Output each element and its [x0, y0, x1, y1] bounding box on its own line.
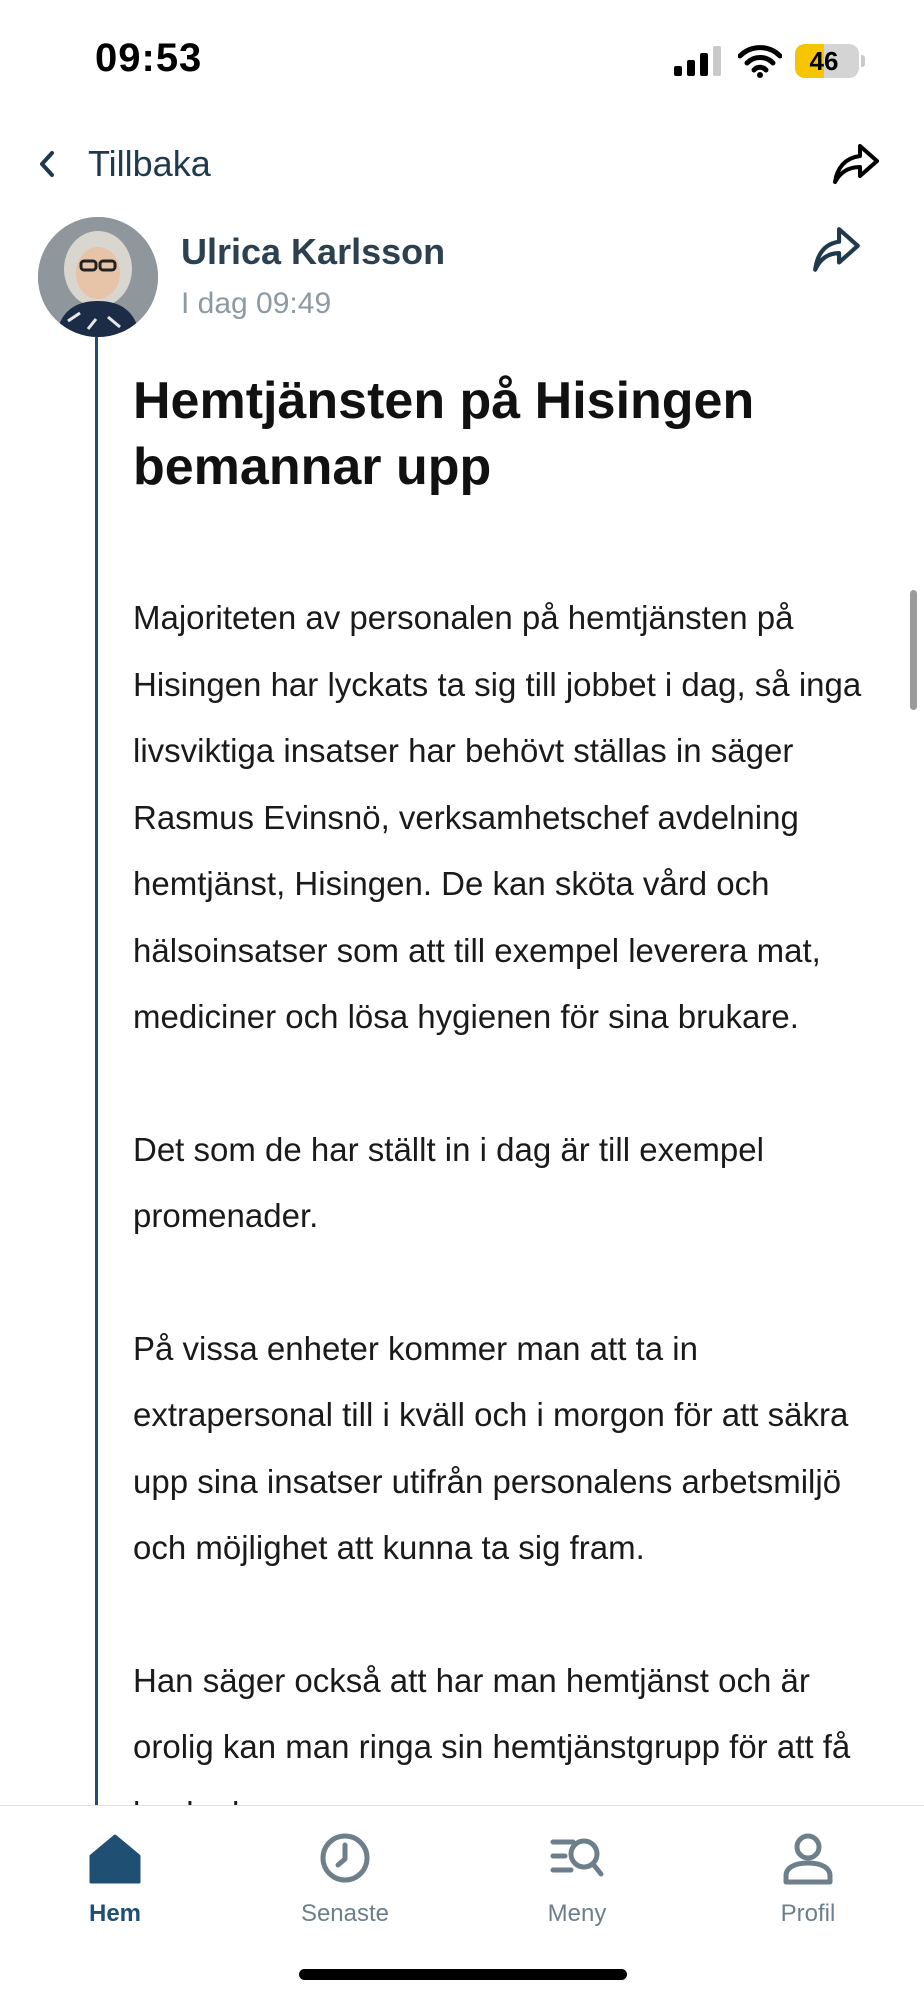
tab-latest[interactable]: [265, 1826, 425, 1936]
back-button[interactable]: [34, 136, 211, 192]
article-headline: Hemtjänsten på Hisingen bemannar upp: [133, 372, 755, 496]
menu-search-icon: [549, 1830, 605, 1886]
wifi-icon: [738, 44, 782, 78]
article-paragraph: Majoriteten av personalen på hemtjänsten på Hisingen har lyckats ta sig till jobbet i dag, så inga livsviktiga insatser har behövt ställas in säger Rasmus Evinsnö, verksamhetschef avdelning hemtjänst, Hisingen. De kan sköta vård och hälsoinsatser som att till exempel leverera mat, mediciner och lösa hygienen för sina brukare.: [133, 599, 862, 1035]
article-paragraph: På vissa enheter kommer man att ta in extrapersonal till i kväll och i morgon för att säkra upp sina insatser utifrån personalens arbetsmiljö och möjlighet att kunna ta sig fram.: [133, 1329, 849, 1566]
profile-icon: [780, 1830, 836, 1886]
clock-icon: [317, 1830, 373, 1886]
tab-label: Hem: [88, 1900, 142, 1927]
chevron-left-icon: [34, 147, 60, 181]
post-timestamp: I dag 09:49: [181, 287, 332, 320]
article-body: [133, 585, 878, 1913]
tab-label: Meny: [547, 1900, 607, 1927]
share-post-icon[interactable]: [810, 223, 864, 277]
battery-percentage: 46: [809, 46, 839, 76]
tab-label: Senaste: [300, 1900, 390, 1927]
battery-icon: [795, 44, 859, 78]
share-icon[interactable]: [830, 138, 882, 190]
avatar-image: [38, 217, 158, 337]
home-indicator[interactable]: [299, 1969, 627, 1980]
navigation-bar: [0, 130, 924, 200]
article-paragraph: Det som de har ställt in i dag är till exempel promenader.: [133, 1130, 764, 1234]
tab-label: Profil: [780, 1900, 836, 1927]
avatar[interactable]: [38, 217, 158, 337]
cellular-signal-icon: [674, 46, 724, 76]
article-paragraph: Han säger också att har man hemtjänst och är orolig kan man ringa sin hemtjänstgrupp för att få: [133, 1661, 851, 1765]
post-header: [36, 217, 896, 337]
status-time: 09:53: [95, 36, 203, 80]
status-bar: [0, 0, 924, 120]
scrollbar[interactable]: [910, 590, 917, 710]
tab-home[interactable]: [35, 1826, 195, 1936]
tab-menu[interactable]: [497, 1826, 657, 1936]
tab-profile[interactable]: [728, 1826, 888, 1936]
home-icon: [87, 1830, 143, 1886]
battery-cap: [861, 55, 865, 67]
back-label: Tillbaka: [88, 143, 211, 184]
timeline-line: [95, 325, 98, 1805]
author-name[interactable]: Ulrica Karlsson: [181, 231, 446, 272]
